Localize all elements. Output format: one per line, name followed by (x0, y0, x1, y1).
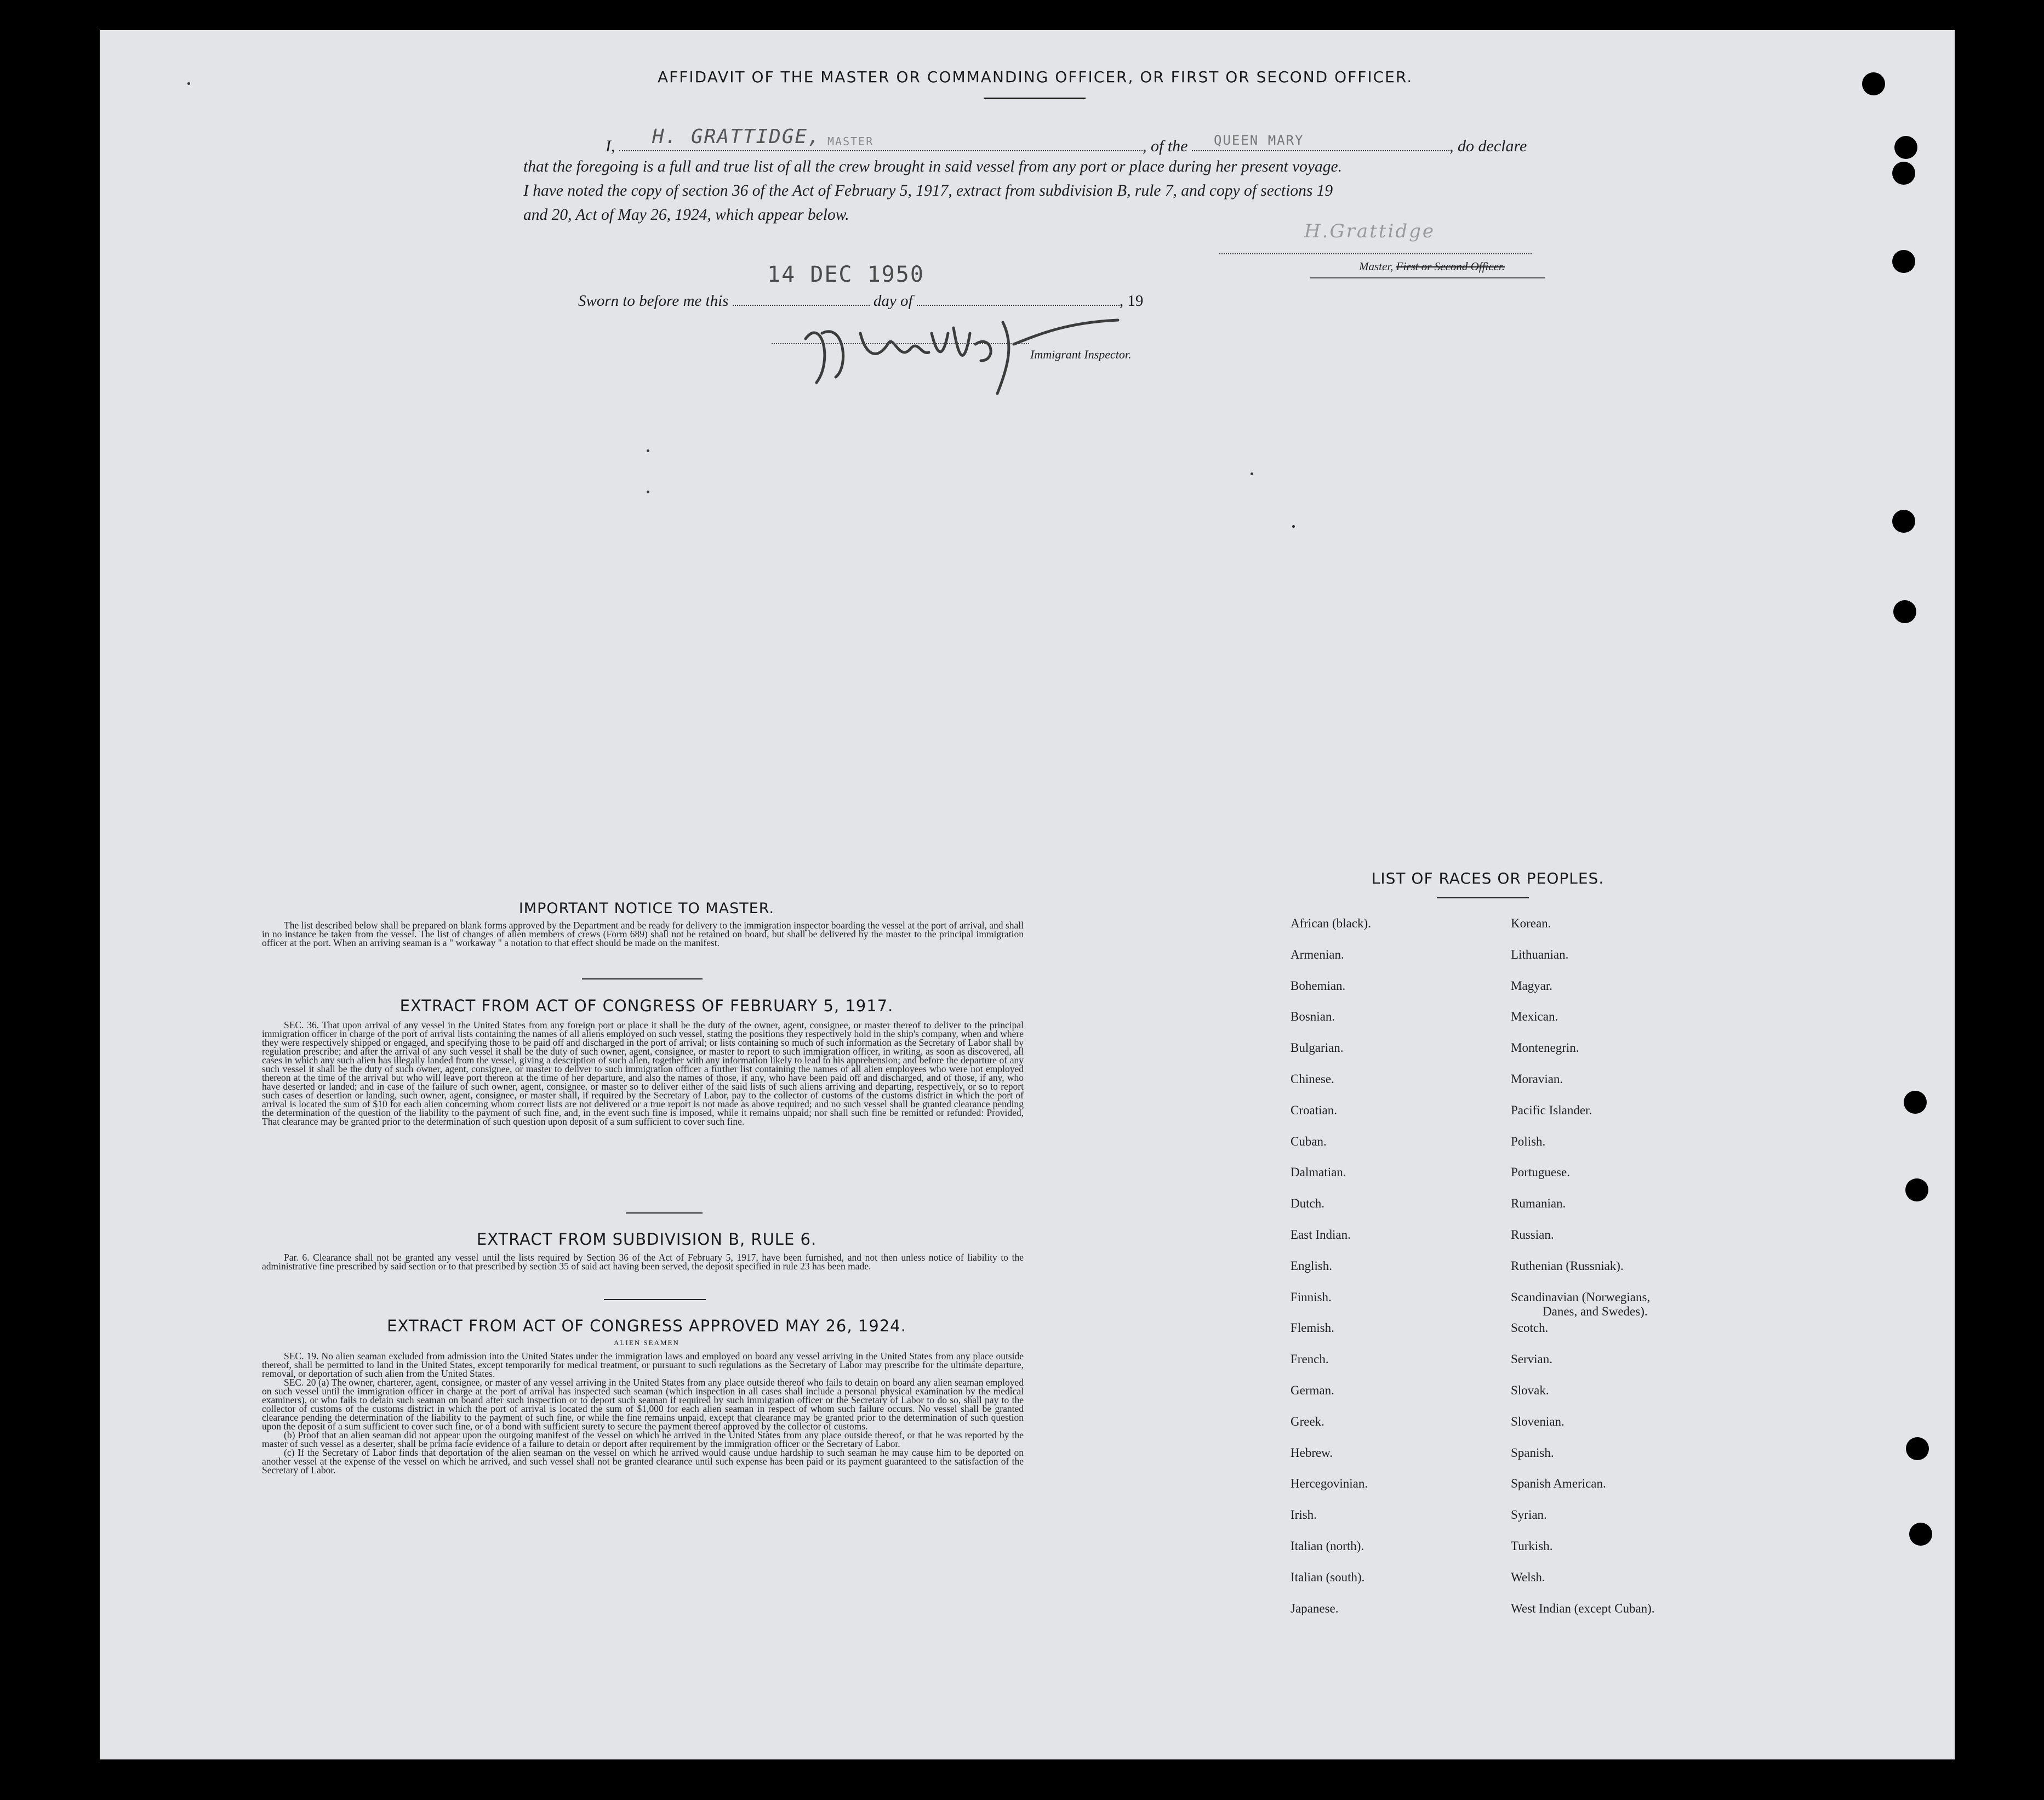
race-item: Mexican. (1511, 1010, 1558, 1024)
divider (604, 1299, 706, 1300)
master-rank-stamp: MASTER (827, 135, 874, 148)
race-item: Chinese. (1291, 1072, 1334, 1086)
race-item: African (black). (1291, 916, 1371, 930)
race-item: Welsh. (1511, 1570, 1545, 1584)
race-item: Spanish. (1511, 1445, 1554, 1460)
race-item: Scandinavian (Norwegians, (1511, 1290, 1651, 1304)
race-item: East Indian. (1291, 1228, 1351, 1241)
inspector-signature-line (772, 342, 1029, 344)
race-item: Armenian. (1291, 947, 1344, 961)
vessel-name-field (1192, 134, 1449, 151)
punch-hole (1894, 136, 1917, 159)
race-item: Bohemian. (1291, 978, 1346, 993)
punch-hole (1906, 1437, 1929, 1460)
vessel-name-typed: QUEEN MARY (1214, 133, 1304, 148)
race-item: Japanese. (1291, 1601, 1339, 1615)
divider (626, 1212, 703, 1214)
race-item: Slovak. (1511, 1383, 1549, 1397)
affidavit-line-4: and 20, Act of May 26, 1924, which appear below. (523, 206, 849, 224)
race-item: German. (1291, 1383, 1334, 1397)
affidavit-line-1: I, H. GRATTIDGE, MASTER , of the QUEEN MARY , do declare (606, 126, 1527, 155)
races-title: LIST OF RACES OR PEOPLES. (1371, 869, 1605, 887)
speck (1251, 472, 1253, 475)
subdivision-b-body: Par. 6. Clearance shall not be granted any vessel until the lists required by Section 36 of the Act of February 5, 1917, have been furnished, and not then unless notice of liability to the administrative fine prescribed by said section or to that prescribed by section 35 of said act having been served, the deposit specified in rule 23 has been made. (262, 1252, 1024, 1272)
race-item: Turkish. (1511, 1539, 1553, 1553)
master-name-field (619, 126, 1143, 151)
race-item: Syrian. (1511, 1508, 1547, 1522)
race-item: Croatian. (1291, 1103, 1337, 1117)
race-item: Bulgarian. (1291, 1041, 1344, 1055)
race-item: Dalmatian. (1291, 1165, 1346, 1180)
race-item: West Indian (except Cuban). (1511, 1601, 1655, 1615)
punch-hole (1892, 250, 1915, 273)
sworn-line: Sworn to before me this day of , 19 (578, 289, 1143, 310)
race-item: Slovenian. (1511, 1414, 1565, 1428)
race-item: Hercegovinian. (1291, 1477, 1368, 1491)
master-name-handwritten: H. GRATTIDGE, (652, 126, 821, 148)
affidavit-line-3: I have noted the copy of section 36 of the Act of February 5, 1917, extract from subdivision B, rule 7, and copy of sections 19 (523, 182, 1333, 200)
race-item: Dutch. (1291, 1197, 1324, 1211)
race-item: Bosnian. (1291, 1010, 1335, 1024)
affidavit-title: AFFIDAVIT OF THE MASTER OR COMMANDING OFFICER, OR FIRST OR SECOND OFFICER. (658, 68, 1413, 86)
race-item: Servian. (1511, 1352, 1553, 1366)
race-item: Russian. (1511, 1228, 1554, 1241)
punch-hole (1904, 1091, 1927, 1114)
speck (187, 82, 190, 85)
speck (1292, 525, 1295, 528)
extract-1924-subtitle: ALIEN SEAMEN (614, 1338, 680, 1347)
divider (1437, 897, 1529, 898)
race-item: English. (1291, 1258, 1333, 1273)
date-stamp: 14 DEC 1950 (767, 262, 924, 287)
race-item: Rumanian. (1511, 1197, 1566, 1211)
extract-1924-body: SEC. 19. No alien seaman excluded from admission into the United States under the immigration laws and employed on board any vessel arriving in the United States from any place outside thereof, shall be permitted to land in the United States, except temporarily for medical treatment, or pursuant to such regulations as the Secretary of Labor may prescribe for the ultimate departure, removal, or deportation of such alien from the United States. SEC. 20 (a) The owner, charterer, agent, consignee, or master of any vessel arriving in the United States from any place outside thereof who fails to detain on board any alien seaman employed on such vessel until the immigration officer in charge at the port of arrival has inspected such seaman (which inspection in all cases shall include a personal physical examination by the medical examiners), or who fails to detain such seaman on board after such inspection or to deport such seaman if required by such immigration officer or the Secretary of Labor to do so, shall pay to the collector of customs of the customs district in which the port of arrival is located the sum of $1,000 for each alien seaman in respect of whom such failure occurs. No vessel shall be granted clearance pending the determination of the liability to the payment of such fine, or while the fine remains unpaid, except that clearance may be granted prior to the determination of such question upon the deposit of a sum sufficient to cover such fine, or of a bond with sufficient surety to secure the payment thereof approved by the collector of customs. (b) Proof that an alien seaman did not appear upon the outgoing manifest of the vessel on which he arrived in the United States from any place outside thereof, or that he was reported by the master of such vessel as a deserter, shall be prima facie evidence of a failure to detain or deport after requirement by the immigration officer or the Secretary of Labor. (c) If the Secretary of Labor finds that deportation of the alien seaman on the vessel on which he arrived would cause undue hardship to such seaman he may cause him to be deported on another vessel at the expense of the vessel on which he arrived, and such vessel shall not be granted clearance until such expense has been paid or its payment guaranteed to the satisfaction of the Secretary of Labor. (262, 1351, 1024, 1476)
divider (984, 98, 1086, 99)
master-signature: H.Grattidge (1304, 220, 1435, 242)
race-item: Lithuanian. (1511, 947, 1569, 961)
race-item: French. (1291, 1352, 1329, 1366)
extract-1917-title: EXTRACT FROM ACT OF CONGRESS OF FEBRUARY 5, 1917. (399, 996, 894, 1015)
race-item: Scotch. (1511, 1321, 1549, 1335)
speck (647, 491, 649, 493)
race-item: Spanish American. (1511, 1477, 1606, 1491)
race-item: Portuguese. (1511, 1165, 1570, 1180)
subdivision-b-title: EXTRACT FROM SUBDIVISION B, RULE 6. (476, 1230, 817, 1249)
punch-hole (1892, 162, 1915, 185)
punch-hole (1893, 600, 1916, 623)
race-item: Polish. (1511, 1134, 1546, 1148)
race-item: Hebrew. (1291, 1445, 1333, 1460)
race-item: Ruthenian (Russniak). (1511, 1258, 1624, 1273)
notice-title: IMPORTANT NOTICE TO MASTER. (518, 900, 775, 917)
race-item: Greek. (1291, 1414, 1324, 1428)
race-item: Magyar. (1511, 978, 1553, 993)
master-caption: Master, First or Second Officer. (1359, 260, 1505, 273)
race-item: Finnish. (1291, 1290, 1332, 1304)
punch-hole (1892, 510, 1915, 533)
master-caption-rule (1310, 277, 1545, 278)
race-item: Montenegrin. (1511, 1041, 1579, 1055)
race-item: Cuban. (1291, 1134, 1327, 1148)
master-signature-line (1219, 252, 1532, 254)
race-item: Italian (north). (1291, 1539, 1364, 1553)
extract-1917-body: SEC. 36. That upon arrival of any vessel in the United States from any foreign port or place it shall be the duty of the owner, agent, consignee, or master thereof to deliver to the principal immigration officer in charge of the port of arrival lists containing the names of all aliens employed on such vessel, stating the positions they respectively hold in the ship's company, when and where they were respectively shipped or engaged, and specifying those to be paid off and discharged in the port of arrival; or lists containing so much of such information as the Secretary of Labor shall by regulation prescribe; and after the arrival of any such vessel it shall be the duty of such owner, agent, consignee, or master to report to such immigration officer, in writing, as soon as discovered, all cases in which any such alien has illegally landed from the vessel, giving a description of such alien, together with any information likely to lead to his apprehension; and before the departure of any such vessel it shall be the duty of such owner, agent, consignee, or master to deliver to such immigration officer a further list containing the names of all alien employees who were not employed thereon at the time of the arrival but who will leave port thereon at the time of her departure, and also the names of those, if any, who have been paid off and discharged, and of those, if any, who have deserted or landed; and in case of the failure of such owner, agent, consignee, or master so to deliver either of the said lists of such aliens arriving and departing, respectively, or so to report such cases of desertion or landing, such owner, agent, consignee, or master shall, if required by the Secretary of Labor, pay to the collector of customs of the customs district in which the port of arrival is located the sum of $10 for each alien concerning whom correct lists are not delivered or a true report is not made as above required; and no such vessel shall be granted clearance pending the determination of the question of the liability to the payment of such fine, and, in the event such fine is imposed, while it remains unpaid; nor shall such fine be remitted or refunded: Provided, That clearance may be granted prior to the determination of such question upon deposit of a sum sufficient to cover such fine. (262, 1019, 1024, 1127)
race-item: Italian (south). (1291, 1570, 1365, 1584)
divider (582, 978, 703, 979)
inspector-caption: Immigrant Inspector. (1030, 348, 1132, 361)
extract-1924-title: EXTRACT FROM ACT OF CONGRESS APPROVED MAY 26, 1924. (387, 1317, 906, 1335)
race-item: Flemish. (1291, 1321, 1334, 1335)
race-item: Danes, and Swedes). (1543, 1304, 1648, 1318)
punch-hole (1909, 1523, 1932, 1546)
race-item: Korean. (1511, 916, 1551, 930)
speck (647, 449, 649, 452)
race-item: Pacific Islander. (1511, 1103, 1592, 1117)
affidavit-line-2: that the foregoing is a full and true list of all the crew brought in said vessel from any port or place during her present voyage. (523, 158, 1342, 175)
race-item: Irish. (1291, 1508, 1317, 1522)
punch-hole (1905, 1178, 1928, 1201)
race-item: Moravian. (1511, 1072, 1563, 1086)
notice-body: The list described below shall be prepared on blank forms approved by the Department and be ready for delivery to the immigration inspector boarding the vessel at the port of arrival, and shall in no instance be taken from the vessel. The list of changes of alien members of crews (Form 689) shall not be retained on board, but shall be delivered by the master to the principal immigration officer at the port. When an arriving seaman is a " workaway " a notation to that effect should be made on the manifest. (262, 920, 1024, 948)
punch-hole (1862, 72, 1885, 95)
